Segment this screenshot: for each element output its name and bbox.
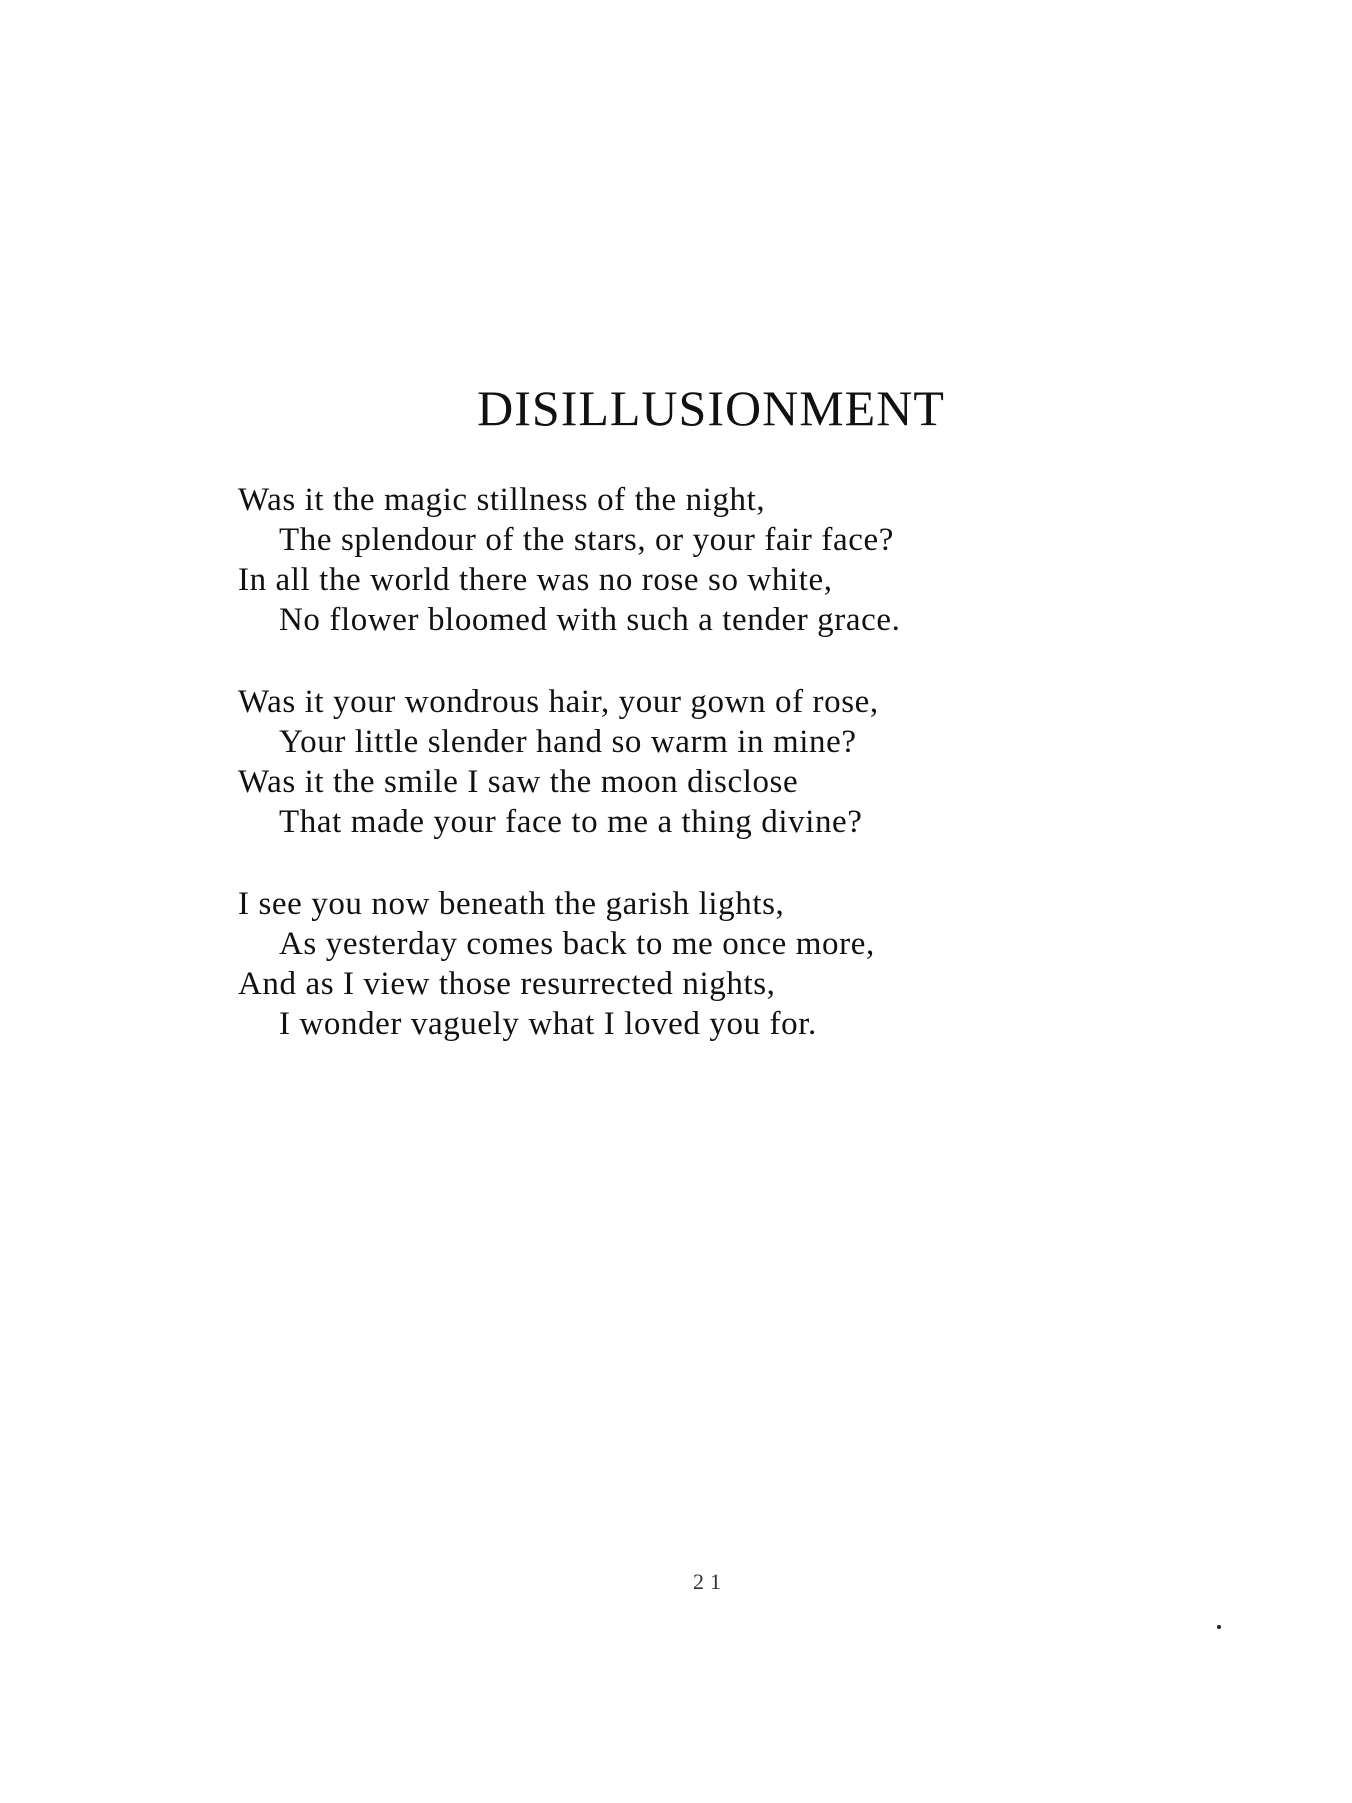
poem-line: In all the world there was no rose so white, (238, 562, 833, 598)
poem-line: The splendour of the stars, or your fair face? (279, 522, 894, 558)
poem-line: That made your face to me a thing divine? (279, 804, 863, 840)
stanza-2 (238, 682, 1138, 842)
poem-line: As yesterday comes back to me once more, (279, 926, 875, 962)
page-number: 21 (693, 1569, 727, 1594)
poem-body (238, 480, 1138, 1086)
poem-line: And as I view those resurrected nights, (238, 966, 776, 1002)
stanza-3 (238, 884, 1138, 1044)
poem-line: I see you now beneath the garish lights, (238, 886, 785, 922)
poem-line: Was it the smile I saw the moon disclose (238, 764, 799, 800)
poem-line: Was it the magic stillness of the night, (238, 482, 766, 518)
poem-line: No flower bloomed with such a tender grace. (279, 602, 901, 638)
print-speck (1217, 1625, 1221, 1629)
poem-line: I wonder vaguely what I loved you for. (279, 1006, 817, 1042)
poem-line: Your little slender hand so warm in mine? (279, 724, 857, 760)
stanza-1 (238, 480, 1138, 640)
poem-line: Was it your wondrous hair, your gown of rose, (238, 684, 879, 720)
poem-title: DISILLUSIONMENT (477, 380, 945, 436)
